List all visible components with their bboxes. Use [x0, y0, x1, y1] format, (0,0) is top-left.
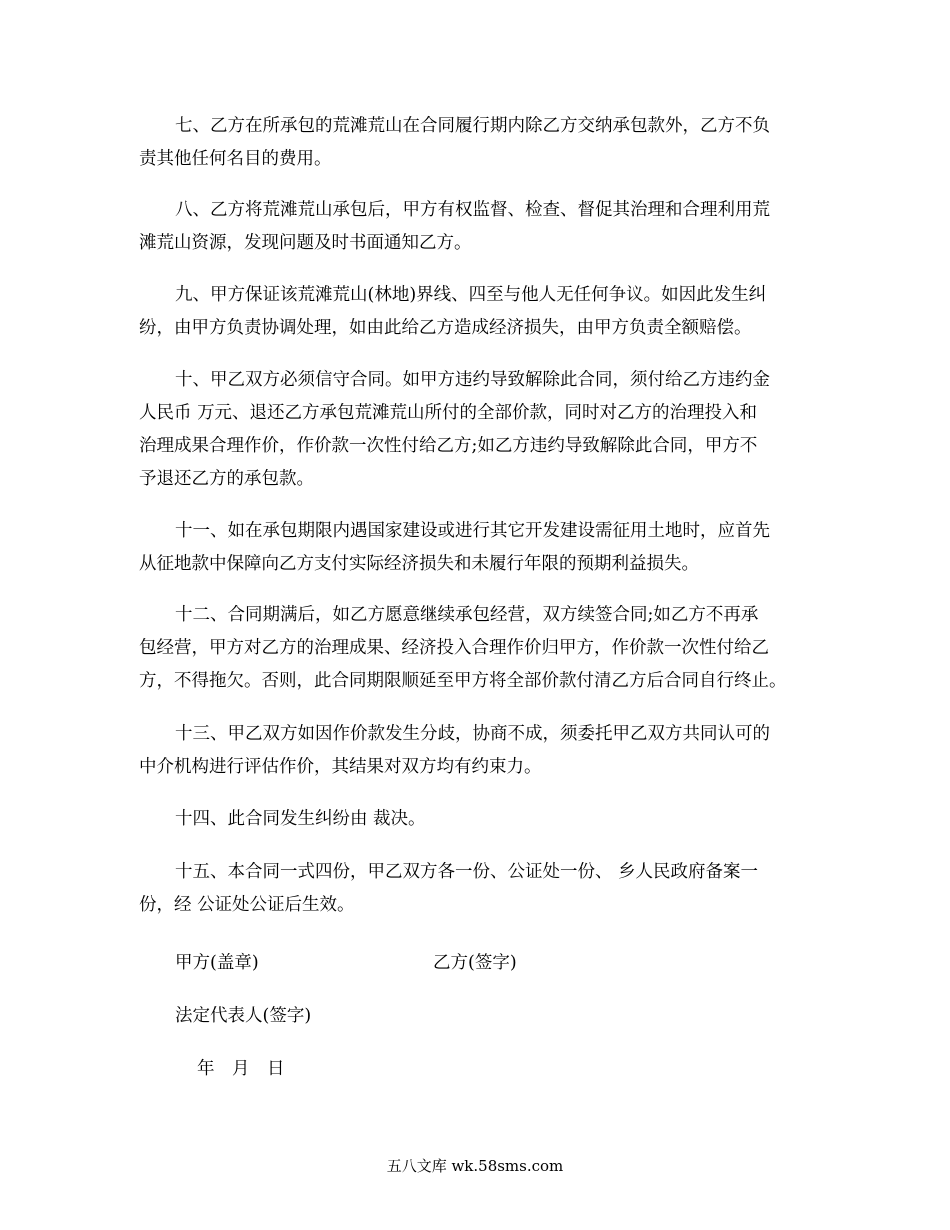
- clause-11: [139, 515, 819, 581]
- clause-line: 予退还乙方的承包款。: [139, 469, 314, 489]
- clause-line: 十二、合同期满后，如乙方愿意继续承包经营，双方续签合同;如乙方不再承: [175, 605, 759, 625]
- clause-line: 八、乙方将荒滩荒山承包后，甲方有权监督、检查、督促其治理和合理利用荒: [175, 200, 770, 220]
- clause-line: 十五、本合同一式四份，甲乙双方各一份、公证处一份、 乡人民政府备案一: [175, 862, 759, 882]
- clause-line: 人民币 万元、退还乙方承包荒滩荒山所付的全部价款，同时对乙方的治理投入和: [139, 403, 758, 423]
- clause-line: 十四、此合同发生纠纷由 裁决。: [175, 809, 426, 829]
- party-a-seal-label: 甲方(盖章): [175, 953, 259, 973]
- clause-line: 纷，由甲方负责协调处理，如由此给乙方造成经济损失，由甲方负责全额赔偿。: [139, 318, 752, 338]
- clause-9: [139, 279, 819, 345]
- clause-line: 十一、如在承包期限内遇国家建设或进行其它开发建设需征用土地时，应首先: [175, 521, 770, 541]
- clause-line: 方，不得拖欠。否则，此合同期限顺延至甲方将全部价款付清乙方后合同自行终止。: [139, 671, 787, 691]
- footer-source: 五八文库 wk.58sms.com: [386, 1157, 564, 1175]
- clause-8: [139, 194, 819, 260]
- clause-line: 责其他任何名目的费用。: [139, 149, 332, 169]
- clause-12: [139, 599, 819, 698]
- clause-line: 七、乙方在所承包的荒滩荒山在合同履行期内除乙方交纳承包款外，乙方不负: [175, 116, 770, 136]
- clause-15: [139, 856, 819, 922]
- clause-7: [139, 110, 819, 176]
- party-b-signature-label: 乙方(签字): [433, 953, 517, 973]
- clause-line: 份，经 公证处公证后生效。: [139, 895, 355, 915]
- clause-14: [139, 803, 819, 836]
- clause-line: 九、甲方保证该荒滩荒山(林地)界线、四至与他人无任何争议。如因此发生纠: [175, 285, 767, 305]
- legal-representative-label: 法定代表人(签字): [175, 1006, 312, 1026]
- clause-line: 十三、甲乙双方如因作价款发生分歧，协商不成，须委托甲乙双方共同认可的: [175, 724, 770, 744]
- clause-line: 包经营，甲方对乙方的治理成果、经济投入合理作价归甲方，作价款一次性付给乙: [139, 638, 769, 658]
- clause-line: 中介机构进行评估作价，其结果对双方均有约束力。: [139, 757, 542, 777]
- clause-13: [139, 718, 819, 784]
- clause-line: 滩荒山资源，发现问题及时书面通知乙方。: [139, 233, 472, 253]
- date-line: 年 月 日: [197, 1059, 285, 1079]
- clause-10: [139, 364, 819, 496]
- clause-line: 从征地款中保障向乙方支付实际经济损失和未履行年限的预期利益损失。: [139, 554, 699, 574]
- clause-line: 治理成果合理作价，作价款一次性付给乙方;如乙方违约导致解除此合同，甲方不: [139, 436, 758, 456]
- clause-line: 十、甲乙双方必须信守合同。如甲方违约导致解除此合同，须付给乙方违约金: [175, 370, 770, 390]
